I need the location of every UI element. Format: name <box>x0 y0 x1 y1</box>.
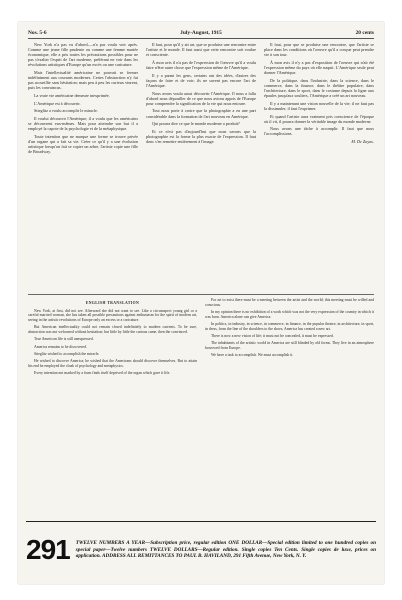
paragraph: Qui pourra dire ce que le monde moderne a produit? <box>152 121 240 127</box>
translation-columns <box>28 298 374 520</box>
paragraph: À mon avis il n'a pas de l'expression de l'oeuvre qu'il a voulu faire n'être autre chose que l'expression même de l'Amérique. <box>146 59 256 70</box>
paragraph: Nous avons voulu aussi découvrir l'Amérique. Il nous a fallu d'abord nous dépouiller de ce que nous avions appris de l'Europe pour comprendre la signification de la vie qui nous entoure. <box>146 90 256 106</box>
paragraph: New York n'a pas vu d'abord,—n'a pas voulu voir après. Comme une jeune fille prudente ou comme une femme mariée économique, elle a pris toutes les précautions possibles pour ne pas s'exalter l'esprit de l'art moderne, préférant ne voir dans les révolutions artistiques d'Europe qu'un excès ou une caricature. <box>28 42 138 68</box>
article-columns <box>28 42 374 290</box>
paragraph: La vraie vie américaine demeure inexprimée. <box>34 93 110 99</box>
paragraph: But American intellectuality could not remain closed indefinitely to modern currents. To be sure, abstraction was not welcomed without hesitation; but little by little the curious came, then the convinced. <box>28 325 197 335</box>
paragraph: Il voulut découvrir l'Amérique; il a voulu que les américains se découvrent eux-mêmes. Mais pour atteindre son but il a employé la capote de la psychologie et de la métaphysique. <box>28 116 138 132</box>
paragraph: In my opinion there is no exhibition of a work which was not the very expression of the country in which it was born. America alone can give America. <box>205 310 374 319</box>
magazine-page <box>18 22 384 584</box>
paragraph: Mais l'intellectualité américaine ne pouvait se fermer indéfiniment aux courants modernes. Certes l'abstraction n'y fut pas accueillie sans hésitation; mais peu à peu les curieux vinrent, puis les convaincus. <box>28 70 138 91</box>
paragraph: Every intention not marked by a form finds itself deprived of the organ which gave it life. <box>34 371 171 376</box>
magazine-number: 291 <box>26 534 70 565</box>
article-column-2 <box>146 42 256 290</box>
paragraph: Il faut, pour que se produise une rencontre, que l'artiste se place dans les conditions où l'oeuvre qu'il a conçue peut prendre vie à son tour. <box>264 42 374 58</box>
issue-number: Nos. 5-6 <box>28 30 47 36</box>
paragraph: Tout nous porte à croire que la photographie a eu une part considérable dans la formation de l'art nouveau en Amérique. <box>146 108 256 119</box>
paragraph: In politics, in industry, in science, in commerce, in finance, in the popular theatre, in architecture, in sport, in dress, from the line of the shoulders to the shoes, America has created a new art. <box>205 322 374 331</box>
paragraph: Toute intention que ne marque une forme se trouve privée d'un organe qui a fait sa vie. Créer ce qu'il y a une évolution artistique lorsqu'on fait se copier un arbre, l'artiste copie une fille de Broadway. <box>28 133 138 155</box>
paragraph: De la politique, dans l'industrie, dans la science, dans le commerce, dans la finance, dans le théâtre populaire, dans l'architecture, dans le sport, dans le costume depuis la ligne aux épaules jusqu'aux souliers, l'Amérique a créé un art nouveau. <box>264 77 374 99</box>
paragraph: Il faut, pour qu'il y ait art, que se produise une rencontre entre l'artiste et le monde. Il faut aussi que cette rencontre soit voulue et consciente. <box>146 42 256 58</box>
paragraph: Il y a maintenant une vision nouvelle de la vie; il ne faut pas la dissimuler, il faut l'exprimer. <box>264 100 374 111</box>
paragraph: True American life is still unexpressed. <box>34 337 94 342</box>
paragraph: À mon avis il n'y a pas d'exposition de l'oeuvre qui n'ait été l'expression même du pays où elle naquit. L'Amérique seule peut donner l'Amérique. <box>264 59 374 76</box>
translation-column-1 <box>28 298 197 520</box>
paragraph: America remains to be discovered. <box>34 344 87 349</box>
paragraph: New York, at first, did not see. Afterward she did not want to see. Like a circumspect young girl or a careful married woman, she has taken all possible precautions against enthusiasm for the spirit of modern art, seeing in the artistic revolutions of Europe only an excess or a caricature. <box>28 308 197 323</box>
paragraph: Il y a parmi les gens, certains ont des idées, d'autres des façons de faire et de voir; ils ne savent pas encore l'art de l'Amérique. <box>146 72 256 88</box>
paragraph: Et quand l'artiste aura vraiment pris conscience de l'époque où il vit, il pourra donner la véritable image du monde moderne. <box>264 113 374 124</box>
paragraph: Nous avons une tâche à accomplir. Il faut que nous l'accomplissions. <box>264 126 374 137</box>
translation-column-2 <box>205 298 374 520</box>
author-signature: M. De Zayas. <box>351 139 374 145</box>
paragraph: There is now a new vision of life; it must not be concealed, it must be expressed. <box>211 334 334 338</box>
article-column-3 <box>264 42 374 290</box>
page-header <box>28 30 374 39</box>
issue-date: July-August, 1915 <box>180 30 222 36</box>
subscription-footer <box>26 521 376 576</box>
article-column-1 <box>28 42 138 290</box>
issue-price: 20 cents <box>355 30 374 36</box>
paragraph: The inhabitants of the artistic world in America are still blinded by old forms. They live in an atmosphere borrowed from Europe. <box>205 341 374 350</box>
section-divider <box>28 294 374 295</box>
paragraph: Et ce n'est pas d'aujourd'hui que nous savons que la photographie est la forme la plus exacte de l'expression. Il faut donc s'en remettre entièrement à l'image. <box>146 128 256 145</box>
paragraph: He wished to discover America; he wished that the Americans should discover themselves. But to attain his end he employed the cloak of psychology and metaphysics. <box>28 359 197 368</box>
translation-title: ENGLISH TRANSLATION <box>85 301 140 305</box>
paragraph: Stieglitz a voulu accomplir le miracle. <box>34 108 98 114</box>
paragraph: For art to exist there must be a meeting between the artist and the world; this meeting must be willed and conscious. <box>205 298 374 307</box>
paragraph: L'Amérique est à découvrir. <box>34 100 81 106</box>
subscription-notice: TWELVE NUMBERS A YEAR—Subscription price, regular edition ONE DOLLAR—Special edition limited to one hundred copies on special paper—Twelve numbers TWELVE DOLLARS—Regular edition. Single copies Ten Cents. Single copies de luxe, prices on application. ADDRESS ALL REMITTANCES TO PAUL B. HAVILAND, 291 Fifth Avenue, New York, N. Y. <box>75 540 376 560</box>
paragraph: We have a task to accomplish. We must accomplish it. <box>211 353 294 358</box>
paragraph: Stieglitz wished to accomplish the miracle. <box>34 352 100 356</box>
